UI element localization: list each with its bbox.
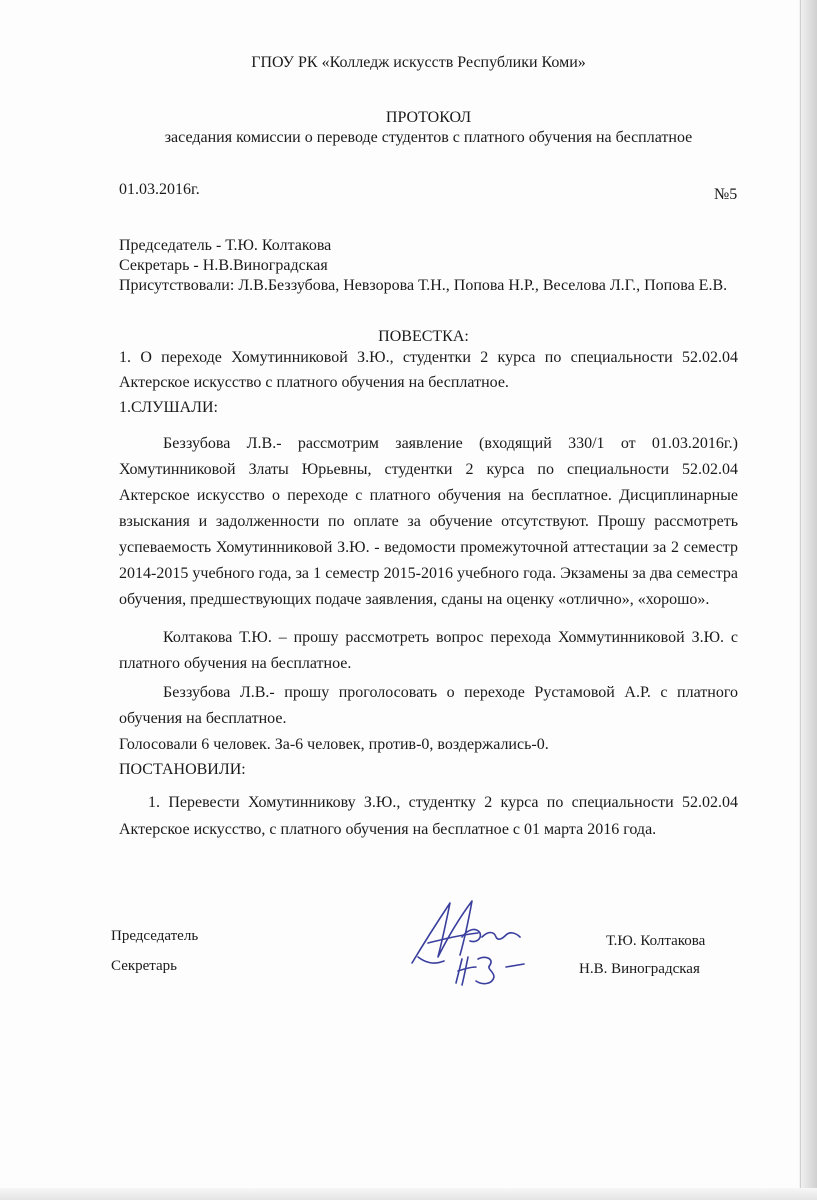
scan-edge-line — [800, 0, 801, 1200]
protocol-date: 01.03.2016г. — [119, 181, 200, 198]
organization-name: ГПОУ РК «Колледж искусств Республики Коми» — [251, 54, 586, 71]
signature-stroke — [482, 933, 520, 940]
scan-edge-right — [799, 0, 817, 1200]
document-title: ПРОТОКОЛ — [385, 109, 472, 126]
heard-paragraph-line: Колтакова Т.Ю. – прошу рассмотреть вопрос перехода Хоммутинниковой З.Ю. с — [163, 629, 738, 646]
heard-paragraph-line: платного обучения на бесплатное. — [119, 655, 352, 672]
secretary-signature-label: Секретарь — [111, 958, 178, 974]
resolution-line: Актерское искусство, с платного обучения на бесплатное с 01 марта 2016 года. — [119, 821, 657, 838]
signature-stroke — [418, 957, 444, 963]
handwritten-signature — [398, 893, 548, 993]
resolution-line: 1. Перевести Хомутинникову З.Ю., студентку 2 курса по специальности 52.02.04 — [148, 794, 738, 811]
chair-line: Председатель - Т.Ю. Колтакова — [119, 237, 332, 254]
heard-paragraph-line: успеваемость Хомутинниковой З.Ю. - ведомости промежуточной аттестации за 2 семестр — [119, 539, 738, 556]
signature-stroke — [458, 967, 476, 971]
agenda-heading: ПОВЕСТКА: — [378, 328, 469, 345]
document-subtitle: заседания комиссии о переводе студентов с платного обучения на бесплатное — [164, 129, 693, 146]
heard-paragraph-line: 2014-2015 учебного года, за 1 семестр 2015-2016 учебного года. Экзамены за два семестра — [119, 565, 738, 582]
scan-edge-bottom — [0, 1188, 817, 1200]
heard-paragraph-line: взыскания и задолженности по оплате за обучение отсутствуют. Прошу рассмотреть — [119, 513, 738, 530]
resolved-heading: ПОСТАНОВИЛИ: — [119, 761, 246, 778]
secretary-signature-name: Н.В. Виноградская — [579, 961, 700, 977]
agenda-item-line: 1. О переходе Хомутинниковой З.Ю., студентки 2 курса по специальности 52.02.04 — [119, 349, 738, 366]
present-line: Присутствовали: Л.В.Беззубова, Невзорова Т.Н., Попова Н.Р., Веселова Л.Г., Попова Е.В. — [119, 277, 728, 294]
protocol-number: №5 — [714, 186, 738, 203]
vote-result: Голосовали 6 человек. За-6 человек, против-0, воздержались-0. — [119, 736, 549, 753]
signature-stroke — [476, 957, 494, 983]
secretary-line: Секретарь - Н.В.Виноградская — [119, 257, 328, 274]
signature-stroke — [506, 964, 524, 967]
heard-paragraph-line: Беззубова Л.В.- прошу проголосовать о переходе Рустамовой А.Р. с платного — [163, 684, 738, 701]
heard-paragraph-line: Актерское искусство о переходе с платного обучения на бесплатное. Дисциплинарные — [119, 487, 738, 504]
heard-paragraph-line: обучения, предшествующих подаче заявления, сданы на оценку «отлично», «хорошо». — [119, 591, 710, 608]
signature-stroke — [412, 901, 472, 963]
chair-signature-label: Председатель — [111, 928, 199, 944]
heard-paragraph-line: обучения на бесплатное. — [119, 710, 287, 727]
agenda-item-line: Актерское искусство с платного обучения на бесплатное. — [119, 374, 509, 391]
heard-paragraph-line: Хомутинниковой Златы Юрьевны, студентки 2 курса по специальности 52.02.04 — [119, 461, 738, 478]
heard-heading: 1.СЛУШАЛИ: — [119, 399, 218, 416]
heard-paragraph-line: Беззубова Л.В.- рассмотрим заявление (входящий 330/1 от 01.03.2016г.) — [163, 435, 738, 452]
chair-signature-name: Т.Ю. Колтакова — [606, 933, 706, 949]
